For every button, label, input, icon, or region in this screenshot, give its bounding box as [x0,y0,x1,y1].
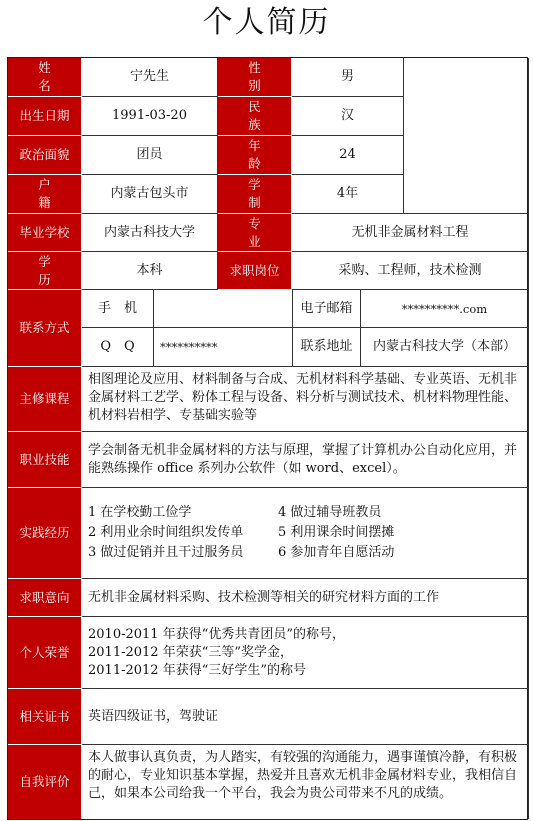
experience-item: 4 做过辅导班教员 [278,505,382,520]
honors-list [82,617,529,689]
experience-item: 1 在学校勤工俭学 [88,505,192,520]
skills-label: 职业技能 [8,432,82,488]
qq-label: Q Q [82,328,154,367]
experience-item: 6 参加青年自愿活动 [278,545,395,560]
schooling-label: 学 制 [218,175,292,214]
political-label: 政治面貌 [8,136,82,175]
experience-item: 2 利用业余时间组织发传单 [88,525,244,540]
certs-text: 英语四级证书，驾驶证 [82,689,529,745]
ethnicity-value: 汉 [292,97,404,136]
household-label: 户 籍 [8,175,82,214]
certs-label: 相关证书 [8,689,82,745]
major-value: 无机非金属材料工程 [292,214,529,252]
honor-item: 2011-2012 年获得“三好学生”的称号 [88,662,306,678]
position-value: 采购、工程师，技术检测 [292,252,529,290]
photo-area [404,58,529,214]
evaluation-text: 本人做事认真负责，为人踏实，有较强的沟通能力，遇事谨慎冷静，有积极的耐心，专业知识基本掌握，热爱并且喜欢无机非金属材料专业，我相信自己，如果本公司给我一个平台，我会为贵公司带来不凡的成绩。 [82,745,529,819]
household-value: 内蒙古包头市 [82,175,218,214]
intention-label: 求职意向 [8,579,82,617]
courses-text: 相图理论及应用、材料制备与合成、无机材料科学基础、专业英语、无机非金属材料工艺学、粉体工程与设备、料分析与测试技术、机材料物理性能、机材料岩相学、专基础实验等 [82,367,529,432]
education-value: 本科 [82,252,218,290]
intention-text: 无机非金属材料采购、技术检测等相关的研究材料方面的工作 [82,579,529,617]
email-label: 电子邮箱 [293,290,361,328]
schooling-value: 4年 [292,175,404,214]
skills-text: 学会制备无机非金属材料的方法与原理，掌握了计算机办公自动化应用，并能熟练操作 office 系列办公软件（如 word、excel）。 [82,432,529,488]
experience-item: 3 做过促销并且干过服务员 [88,545,244,560]
political-value: 团员 [82,136,218,175]
evaluation-label: 自我评价 [8,745,82,819]
courses-label: 主修课程 [8,367,82,432]
experience-list [82,488,529,579]
honor-item: 2010-2011 年获得“优秀共青团员”的称号， [88,626,345,642]
contact-label: 联系方式 [8,290,82,367]
age-label: 年 龄 [218,136,292,175]
major-label: 专 业 [218,214,292,252]
address-label: 联系地址 [293,328,361,367]
qq-value: ********** [154,328,293,367]
gender-value: 男 [292,58,404,97]
birthdate-label: 出生日期 [8,97,82,136]
honors-label: 个人荣誉 [8,617,82,689]
position-label: 求职岗位 [218,252,292,290]
experience-label: 实践经历 [8,488,82,579]
phone-label: 手 机 [82,290,154,328]
name-value: 宁先生 [82,58,218,97]
honor-item: 2011-2012 年荣获“三等”奖学金， [88,644,293,660]
experience-item: 5 利用课余时间摆摊 [278,525,395,540]
school-label: 毕业学校 [8,214,82,252]
age-value: 24 [292,136,404,175]
ethnicity-label: 民 族 [218,97,292,136]
school-value: 内蒙古科技大学 [82,214,218,252]
resume-table [7,57,528,820]
address-value: 内蒙古科技大学（本部） [361,328,529,367]
birthdate-value: 1991-03-20 [82,97,218,136]
page-title: 个人简历 [202,5,331,40]
email-value: **********.com [361,290,529,328]
phone-value [154,290,293,328]
gender-label: 性 别 [218,58,292,97]
education-label: 学 历 [8,252,82,290]
name-label: 姓 名 [8,58,82,97]
